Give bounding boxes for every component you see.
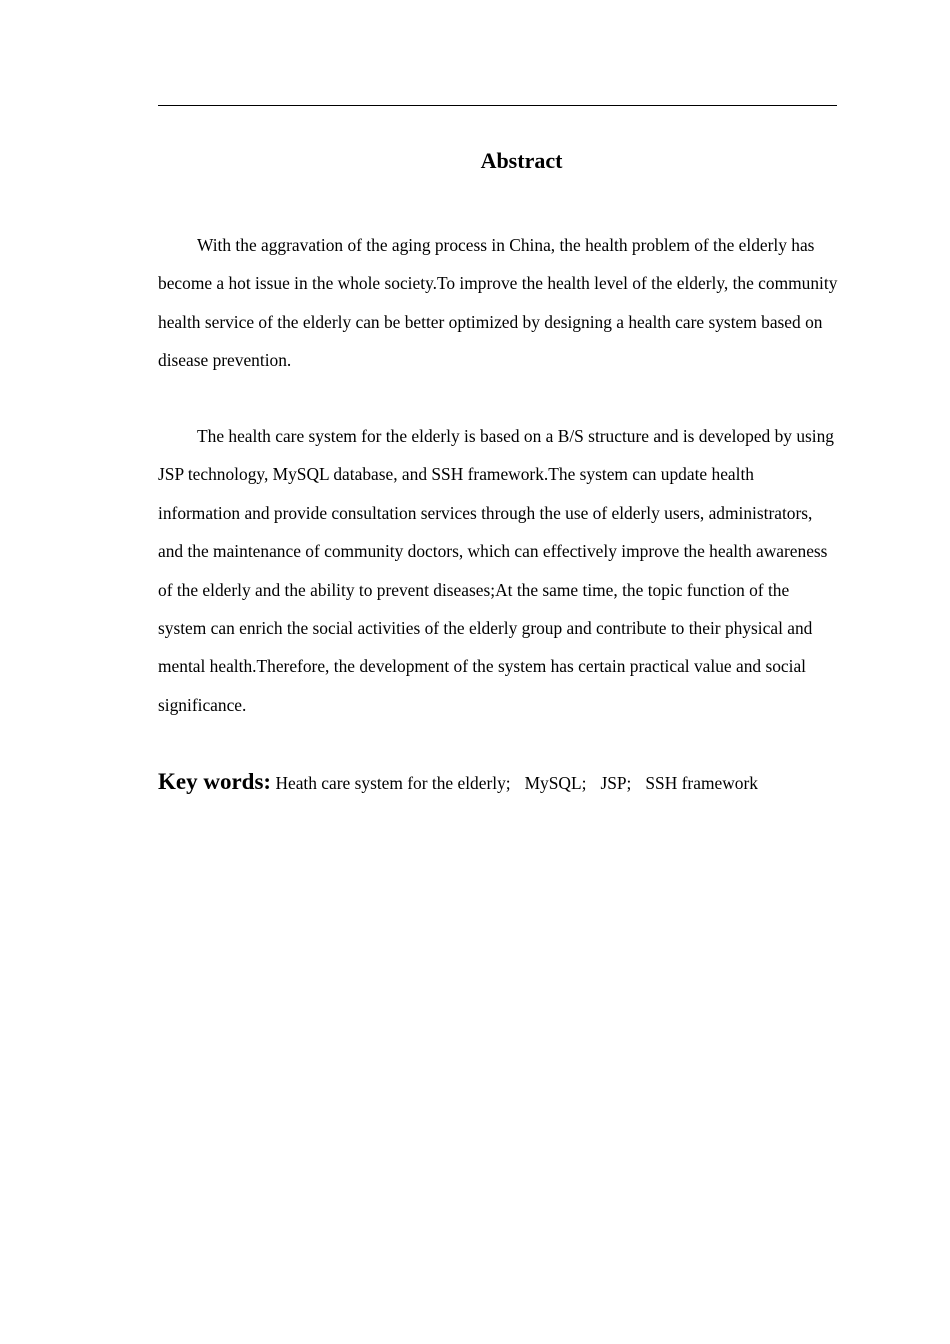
abstract-paragraph-2: [158, 417, 838, 724]
abstract-paragraph-1: [158, 226, 838, 380]
keyword-item: JSP;: [600, 773, 632, 793]
keywords-label: Key words:: [158, 769, 272, 794]
keyword-item: MySQL;: [524, 773, 587, 793]
abstract-paragraph-2-text: The health care system for the elderly is based on a B/S structure and is developed by using JSP technology, MySQL database, and SSH framework.The system can update health information and provide consultation services through the use of elderly users, administrators, and the maintenance of community doctors, which can effectively improve the health awareness of the elderly and the ability to prevent diseases;At the same time, the topic function of the system can enrich the social activities of the elderly group and contribute to their physical and mental health.Therefore, the development of the system has certain practical value and social significance.: [158, 426, 834, 715]
keyword-item: SSH framework: [645, 773, 758, 793]
abstract-title: Abstract: [480, 148, 563, 173]
keyword-item: Heath care system for the elderly;: [275, 773, 511, 793]
abstract-paragraph-1-text: With the aggravation of the aging process in China, the health problem of the elderly has become a hot issue in the whole society.To improve the health level of the elderly, the community health service of the elderly can be better optimized by designing a health care system based on disease prevention.: [158, 235, 838, 371]
keywords-line: [158, 764, 858, 801]
header-rule: [158, 105, 837, 106]
